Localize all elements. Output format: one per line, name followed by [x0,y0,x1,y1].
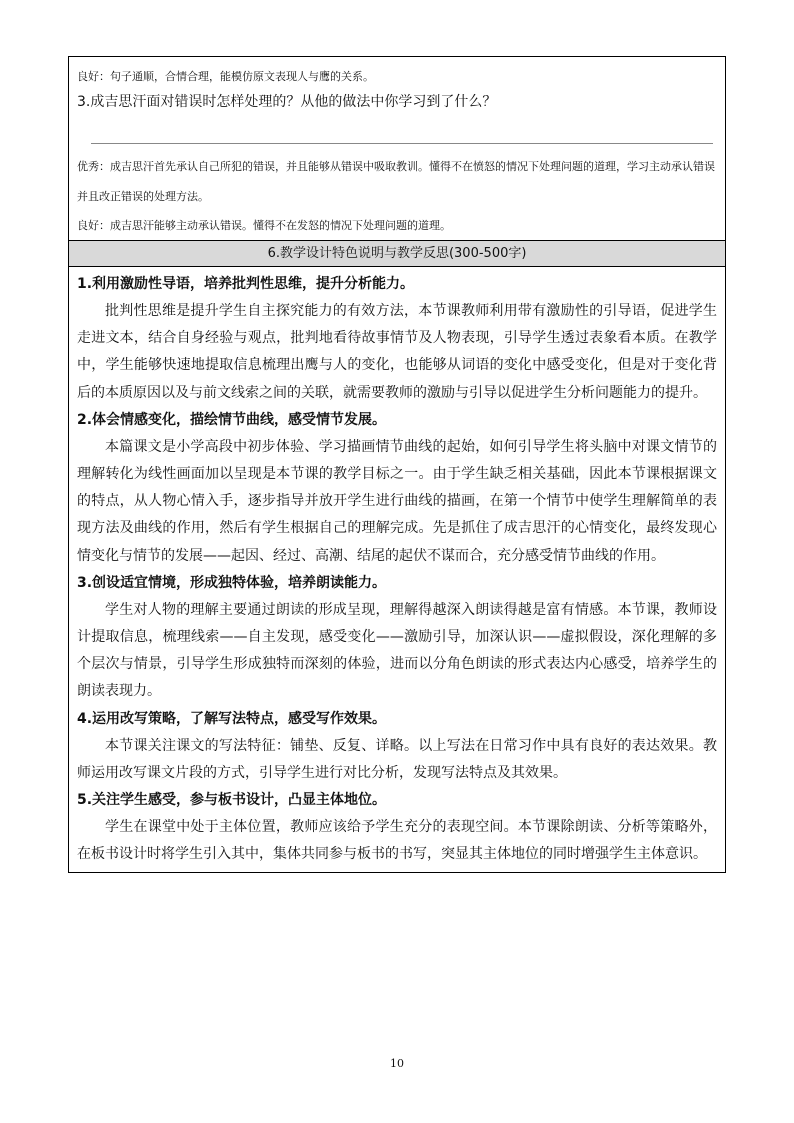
answer-line [91,143,713,144]
item-heading: 5.关注学生感受，参与板书设计，凸显主体地位。 [77,792,387,809]
item-body: 批判性思维是提升学生自主探究能力的有效方法，本节课教师利用带有激励性的引导语，促进学生走进文本，结合自身经验与观点，批判地看待故事情节及人物表现，引导学生透过表象看本质。在教学中，学生能够快速地提取信息梳理出鹰与人的变化，也能够从词语的变化中感受变化，但是对于变化背后的本质原因以及与前文线索之间的关联，就需要教师的激励与引导以促进学生分析问题能力的提升。 [77,303,717,401]
reflection-item-2 [77,407,717,570]
item-heading: 2.体会情感变化，描绘情节曲线，感受情节发展。 [77,411,387,428]
lesson-table [68,56,726,873]
item-heading: 3.创设适宜情境，形成独特体验，培养朗读能力。 [77,574,387,591]
item-body: 本节课关注课文的写法特征：铺垫、反复、详略。以上写法在日常习作中具有良好的表达效果。教师运用改写课文片段的方式，引导学生进行对比分析，发现写法特点及其效果。 [77,737,717,781]
item-heading: 1.利用激励性导语，培养批判性思维，提升分析能力。 [77,276,415,292]
reflection-item-3 [77,570,717,706]
page-number: 10 [390,1057,404,1070]
assessment-cell [69,57,725,241]
good-criteria-1: 良好：句子通顺，合情合理，能模仿原文表现人与鹰的关系。 [77,70,374,83]
reflection-item-5 [77,787,717,868]
item-body: 学生在课堂中处于主体位置，教师应该给予学生充分的表现空间。本节课除朗读、分析等策略外，在板书设计时将学生引入其中，集体共同参与板书的书写，突显其主体地位的同时增强学生主体意识。 [77,819,717,863]
section-header: 6.教学设计特色说明与教学反思(300-500字) [69,241,725,267]
reflection-item-4 [77,706,717,787]
reflection-item-1 [77,271,717,407]
item-body: 本篇课文是小学高段中初步体验、学习描画情节曲线的起始，如何引导学生将头脑中对课文情节的理解转化为线性画面加以呈现是本节课的教学目标之一。由于学生缺乏相关基础，因此本节课根据课文的特点，从人物心情入手，逐步指导并放开学生进行曲线的描画，在第一个情节中使学生理解简单的表现方法及曲线的作用，然后有学生根据自己的理解完成。先是抓住了成吉思汗的心情变化，最终发现心情变化与情节的发展——起因、经过、高潮、结尾的起伏不谋而合，充分感受情节曲线的作用。 [77,438,717,564]
good-criteria-2: 良好：成吉思汗能够主动承认错误。懂得不在发怒的情况下处理问题的道理。 [77,219,451,232]
item-body: 学生对人物的理解主要通过朗读的形成呈现，理解得越深入朗读得越是富有情感。本节课，教师设计提取信息，梳理线索——自主发现，感受变化——激励引导，加深认识——虚拟假设，深化理解的多个层次与情景，引导学生形成独特而深刻的体验，进而以分角色朗读的形式表达内心感受，培养学生的朗读表现力。 [77,601,717,700]
excellent-criteria: 优秀：成吉思汗首先承认自己所犯的错误，并且能够从错误中吸取教训。懂得不在愤怒的情况下处理问题的道理，学习主动承认错误并且改正错误的处理方法。 [77,160,715,203]
question-3: 3.成吉思汗面对错误时怎样处理的？从他的做法中你学习到了什么？ [77,94,497,110]
item-heading: 4.运用改写策略，了解写法特点，感受写作效果。 [77,710,387,727]
reflection-cell [69,267,725,872]
